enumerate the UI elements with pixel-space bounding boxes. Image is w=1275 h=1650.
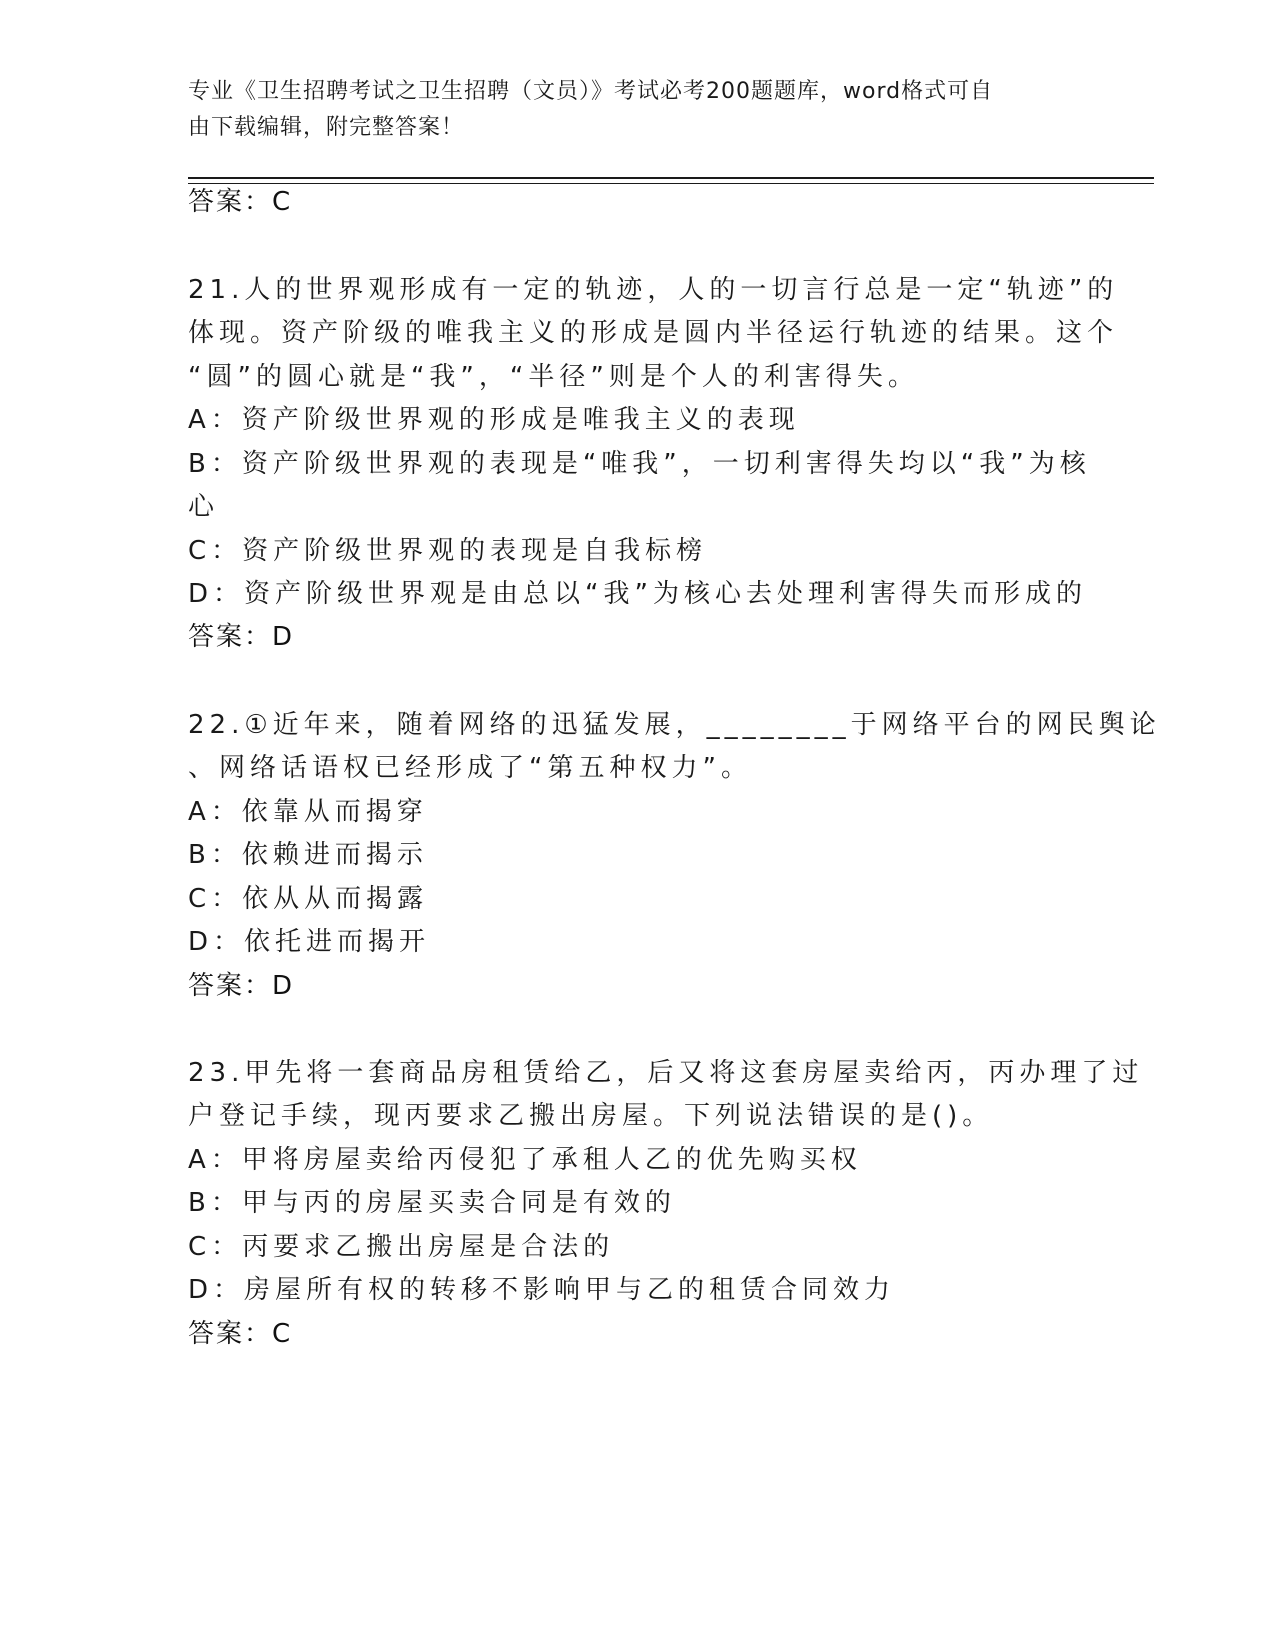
header-line-2: 由下载编辑，附完整答案！ xyxy=(188,115,465,140)
question-23-option-b: B：甲与丙的房屋买卖合同是有效的 xyxy=(188,1188,676,1218)
question-21-option-b: B：资产阶级世界观的表现是“唯我”，一切利害得失均以“我”为核 xyxy=(188,449,1091,479)
answer-prev: 答案：C xyxy=(188,187,293,217)
question-23-line-2: 户登记手续，现丙要求乙搬出房屋。下列说法错误的是()。 xyxy=(188,1101,994,1131)
header-line-1: 专业《卫生招聘考试之卫生招聘（文员）》考试必考200题题库，word格式可自 xyxy=(188,79,994,104)
question-21-option-d: D：资产阶级世界观是由总以“我”为核心去处理利害得失而形成的 xyxy=(188,579,1087,609)
question-22-option-a: A：依靠从而揭穿 xyxy=(188,797,428,827)
question-23-line-1: 23.甲先将一套商品房租赁给乙，后又将这套房屋卖给丙，丙办理了过 xyxy=(188,1058,1144,1088)
question-21-line-3: “圆”的圆心就是“我”，“半径”则是个人的利害得失。 xyxy=(188,362,919,392)
question-22-answer: 答案：D xyxy=(188,971,295,1001)
question-23-option-a: A：甲将房屋卖给丙侵犯了承租人乙的优先购买权 xyxy=(188,1145,862,1175)
header-rule-thick xyxy=(188,177,1154,179)
question-21-answer: 答案：D xyxy=(188,622,295,652)
question-23-option-c: C：丙要求乙搬出房屋是合法的 xyxy=(188,1232,615,1262)
question-22-option-d: D：依托进而揭开 xyxy=(188,927,431,957)
header-rule-thin xyxy=(188,183,1154,184)
question-21-option-b-cont: 心 xyxy=(188,492,220,522)
question-22-option-c: C：依从从而揭露 xyxy=(188,884,429,914)
question-21-option-c: C：资产阶级世界观的表现是自我标榜 xyxy=(188,536,708,566)
question-22-line-2: 、网络话语权已经形成了“第五种权力”。 xyxy=(188,753,752,783)
question-21-line-1: 21.人的世界观形成有一定的轨迹，人的一切言行总是一定“轨迹”的 xyxy=(188,275,1119,305)
question-23-option-d: D：房屋所有权的转移不影响甲与乙的租赁合同效力 xyxy=(188,1275,896,1305)
question-23-answer: 答案：C xyxy=(188,1319,293,1349)
question-21-line-2: 体现。资产阶级的唯我主义的形成是圆内半径运行轨迹的结果。这个 xyxy=(188,318,1119,348)
question-22-option-b: B：依赖进而揭示 xyxy=(188,840,428,870)
question-21-option-a: A：资产阶级世界观的形成是唯我主义的表现 xyxy=(188,405,800,435)
question-22-line-1: 22.①近年来，随着网络的迅猛发展，________于网络平台的网民舆论 xyxy=(188,710,1161,740)
page-header xyxy=(188,74,1088,146)
